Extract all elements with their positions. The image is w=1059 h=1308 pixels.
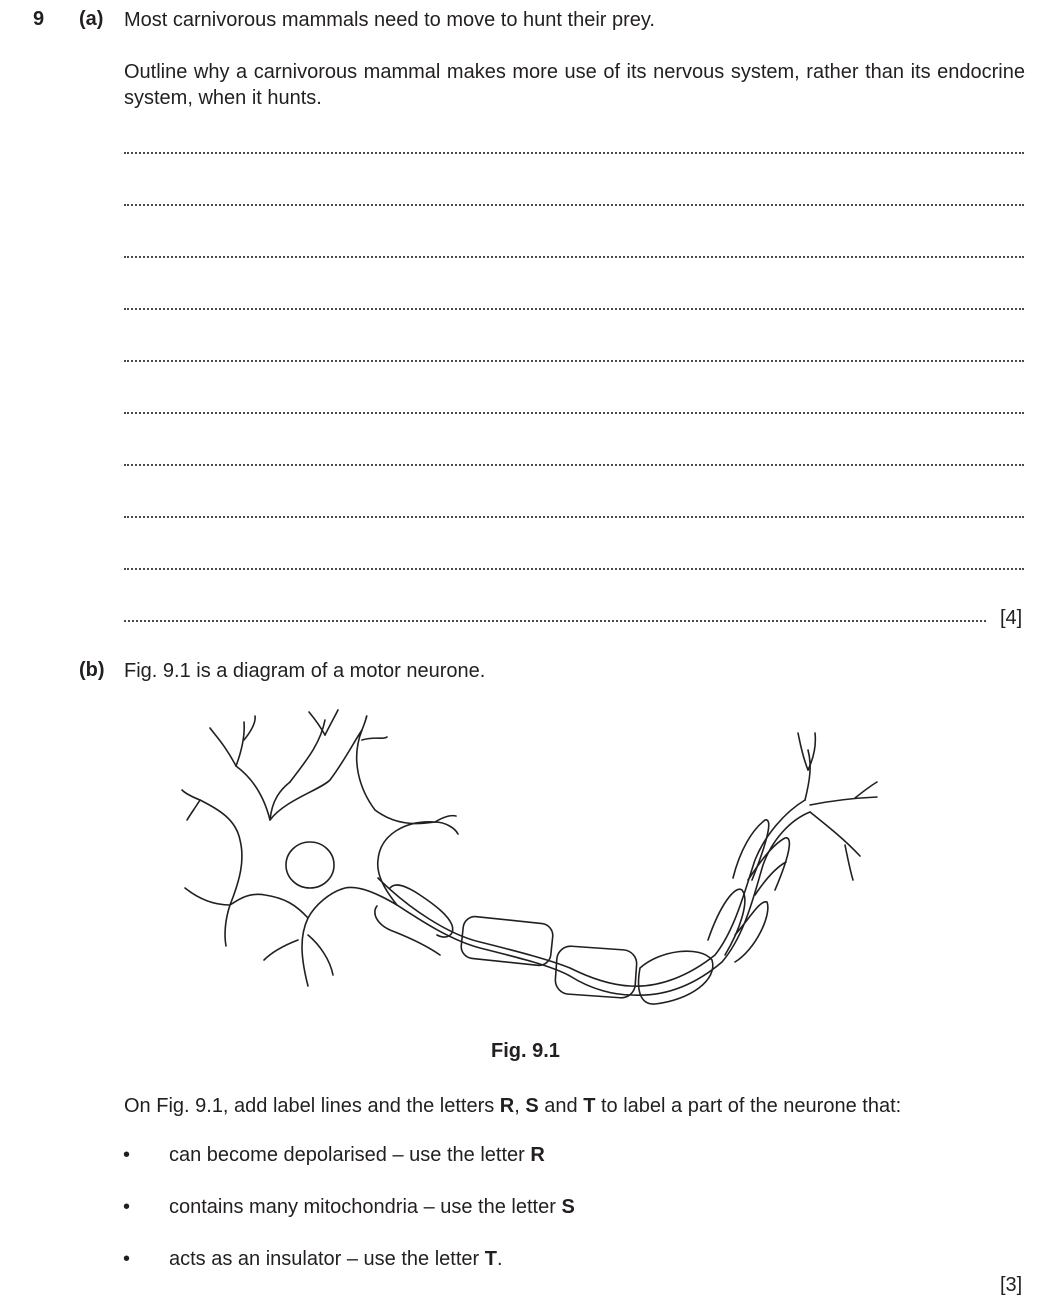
dendrite <box>302 918 308 986</box>
dendrite <box>182 790 200 800</box>
bullet-symbol: • <box>123 1248 131 1270</box>
axon-terminal <box>810 812 860 856</box>
bullet-letter: T <box>484 1248 497 1270</box>
bullet-text: contains many mitochondria – use the letter <box>169 1196 562 1218</box>
part-a-label: (a) <box>79 8 104 30</box>
letter-s: S <box>525 1095 539 1117</box>
bullet-symbol: • <box>123 1144 131 1166</box>
dendrite <box>362 737 387 740</box>
letter-r: R <box>499 1095 515 1117</box>
dendrite <box>236 722 244 766</box>
letter-t: T <box>583 1095 596 1117</box>
dendrite <box>362 716 367 730</box>
dendrite <box>290 720 325 782</box>
schwann-cell <box>708 889 745 955</box>
bullet-letter: R <box>530 1144 545 1166</box>
dendrite <box>435 822 458 834</box>
dendrite <box>435 816 456 822</box>
axon-terminal <box>810 797 877 805</box>
dendrite <box>270 782 290 820</box>
schwann-cell <box>375 906 440 955</box>
bullet-item <box>169 1196 575 1219</box>
bullet-end: . <box>496 1248 503 1270</box>
part-b-instruction <box>124 1093 901 1119</box>
part-b-stem: Fig. 9.1 is a diagram of a motor neurone. <box>124 660 486 682</box>
dendrite <box>264 940 298 960</box>
dendrite <box>210 728 236 766</box>
dendrite <box>225 905 230 946</box>
part-a-marks: [4] <box>1000 607 1023 629</box>
bullet-item <box>169 1248 503 1271</box>
cell-body <box>200 730 435 918</box>
dendrite <box>325 710 338 735</box>
dendrite <box>308 935 333 975</box>
bullet-letter: S <box>561 1196 575 1218</box>
bullet-symbol: • <box>123 1196 131 1218</box>
axon-terminal <box>798 733 808 770</box>
schwann-cell <box>554 945 637 998</box>
dendrite <box>244 716 255 740</box>
part-a-question: Outline why a carnivorous mammal makes more use of its nervous system, rather than its endocrine system, when it hunts. <box>124 61 1025 109</box>
bullet-text: acts as an insulator – use the letter <box>169 1248 485 1270</box>
part-b-marks: [3] <box>1000 1274 1023 1296</box>
bullet-item <box>169 1144 545 1167</box>
part-a-stem: Most carnivorous mammals need to move to hunt their prey. <box>124 9 655 31</box>
axon-terminal <box>805 750 810 800</box>
nucleus <box>286 842 334 888</box>
axon-terminal <box>845 845 853 880</box>
axon-terminal <box>855 782 877 798</box>
question-number: 9 <box>33 8 45 30</box>
dendrite <box>309 712 325 735</box>
instruction-text: to label a part of the neurone that: <box>595 1095 902 1117</box>
dendrite <box>187 800 200 820</box>
instruction-separator: and <box>538 1095 584 1117</box>
instruction-separator: , <box>514 1095 526 1117</box>
figure-caption: Fig. 9.1 <box>491 1040 560 1062</box>
schwann-cell <box>390 885 453 937</box>
instruction-text: On Fig. 9.1, add label lines and the letters <box>124 1095 500 1117</box>
part-b-label: (b) <box>79 659 105 681</box>
bullet-text: can become depolarised – use the letter <box>169 1144 531 1166</box>
dendrite <box>185 888 230 905</box>
